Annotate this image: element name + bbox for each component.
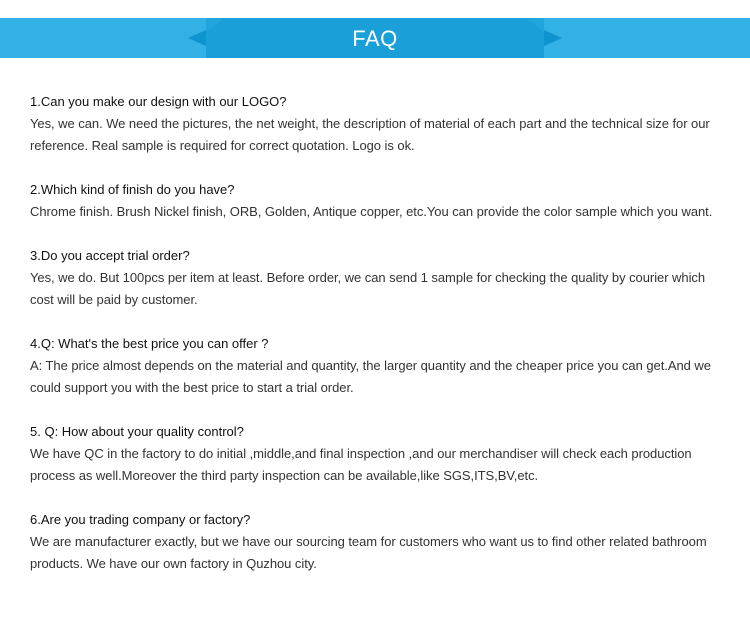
faq-item	[30, 421, 730, 487]
faq-item	[30, 245, 730, 311]
faq-question: 6.Are you trading company or factory?	[30, 512, 251, 527]
faq-list	[30, 91, 730, 575]
faq-item	[30, 91, 730, 157]
faq-item	[30, 509, 730, 575]
faq-question: 1.Can you make our design with our LOGO?	[30, 94, 287, 109]
faq-answer: We are manufacturer exactly, but we have our sourcing team for customers who want us to find other related bathroom products. We have our own factory in Quzhou city.	[30, 534, 707, 571]
faq-question: 3.Do you accept trial order?	[30, 248, 190, 263]
faq-title: FAQ	[352, 26, 398, 51]
faq-answer: Yes, we can. We need the pictures, the net weight, the description of material of each part and the technical size for our reference. Real sample is required for correct quotation. Logo is ok.	[30, 116, 710, 153]
faq-answer: Yes, we do. But 100pcs per item at least. Before order, we can send 1 sample for checking the quality by courier which cost will be paid by customer.	[30, 270, 706, 307]
faq-answer: A: The price almost depends on the material and quantity, the larger quantity and the cheaper price you can get.And we could support you with the best price to start a trial order.	[30, 358, 711, 395]
faq-answer: Chrome finish. Brush Nickel finish, ORB, Golden, Antique copper, etc.You can provide the color sample which you want.	[30, 204, 713, 219]
faq-banner	[0, 18, 750, 58]
faq-item	[30, 179, 730, 223]
faq-question: 5. Q: How about your quality control?	[30, 424, 244, 439]
faq-question: 2.Which kind of finish do you have?	[30, 182, 235, 197]
faq-question: 4.Q: What's the best price you can offer ?	[30, 336, 269, 351]
faq-item	[30, 333, 730, 399]
faq-answer: We have QC in the factory to do initial ,middle,and final inspection ,and our merchandiser will check each production process as well.Moreover the third party inspection can be available,like SGS,ITS,BV,etc.	[30, 446, 692, 483]
